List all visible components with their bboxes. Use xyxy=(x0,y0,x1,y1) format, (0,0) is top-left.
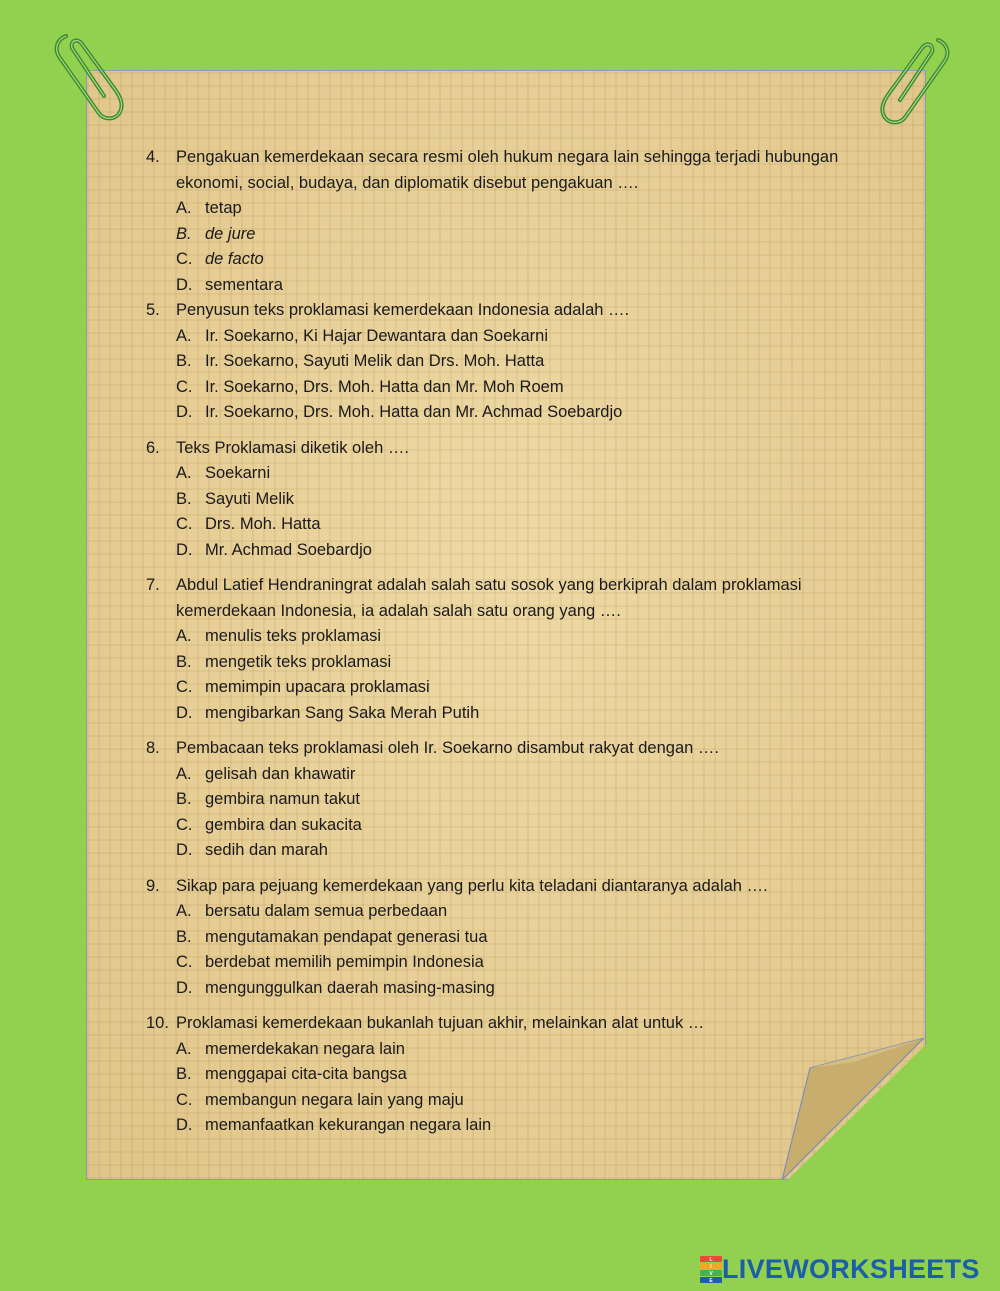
option-letter: B. xyxy=(176,352,192,370)
option-letter: D. xyxy=(176,540,193,559)
question-number: 4. xyxy=(146,148,160,166)
answer-option[interactable] xyxy=(176,838,906,864)
question-number: 10. xyxy=(146,1014,169,1032)
option-text: gembira namun takut xyxy=(205,790,361,808)
option-text: memanfaatkan kekurangan negara lain xyxy=(205,1116,492,1134)
question-text: Proklamasi kemerdekaan bukanlah tujuan akhir, melainkan alat untuk … xyxy=(176,1014,705,1032)
question-number: 9. xyxy=(146,876,160,895)
option-text: mengunggulkan daerah masing-masing xyxy=(205,978,495,997)
answer-option[interactable] xyxy=(176,1088,906,1114)
option-letter: C. xyxy=(176,953,193,971)
svg-text:V: V xyxy=(709,1270,713,1277)
question-text: Teks Proklamasi diketik oleh …. xyxy=(176,438,409,457)
option-text: Drs. Moh. Hatta xyxy=(205,515,321,533)
answer-option[interactable] xyxy=(176,701,906,727)
option-text: Ir. Soekarno, Drs. Moh. Hatta dan Mr. Achmad Soebardjo xyxy=(205,403,623,421)
option-text: gelisah dan khawatir xyxy=(205,764,356,783)
answer-option[interactable] xyxy=(176,196,906,222)
option-letter: C. xyxy=(176,250,193,268)
answer-option[interactable] xyxy=(176,762,906,788)
question-number: 5. xyxy=(146,301,160,319)
brand-logo xyxy=(700,1254,980,1285)
brand-name: LIVEWORKSHEETS xyxy=(722,1254,980,1284)
option-letter: A. xyxy=(176,627,192,645)
question xyxy=(146,573,906,726)
option-text: memimpin upacara proklamasi xyxy=(205,678,430,696)
option-text: sementara xyxy=(205,275,283,294)
answer-option[interactable] xyxy=(176,899,906,925)
option-text: Mr. Achmad Soebardjo xyxy=(205,540,372,559)
option-text: Ir. Soekarno, Sayuti Melik dan Drs. Moh. Hatta xyxy=(205,352,545,370)
paperclip-right-icon xyxy=(872,30,954,132)
option-text: mengetik teks proklamasi xyxy=(205,652,392,671)
answer-option[interactable] xyxy=(176,925,906,951)
option-letter: D. xyxy=(176,275,193,294)
option-text: Sayuti Melik xyxy=(205,489,294,508)
option-text: membangun negara lain yang maju xyxy=(205,1090,464,1109)
option-letter: D. xyxy=(176,841,193,859)
answer-option[interactable] xyxy=(176,1062,906,1088)
answer-option[interactable] xyxy=(176,247,906,273)
answer-option[interactable] xyxy=(176,512,906,538)
question xyxy=(146,1011,906,1139)
question-list xyxy=(146,145,906,1139)
option-letter: C. xyxy=(176,815,193,834)
option-text: Ir. Soekarno, Drs. Moh. Hatta dan Mr. Moh Roem xyxy=(205,377,564,396)
option-letter: C. xyxy=(176,377,193,396)
answer-option[interactable] xyxy=(176,624,906,650)
option-text: menggapai cita-cita bangsa xyxy=(205,1065,407,1083)
option-text: menulis teks proklamasi xyxy=(205,627,382,645)
option-letter: C. xyxy=(176,515,193,533)
option-letter: B. xyxy=(176,1065,192,1083)
option-text: Soekarni xyxy=(205,464,271,482)
question-text: Sikap para pejuang kemerdekaan yang perlu kita teladani diantaranya adalah …. xyxy=(176,876,768,895)
option-letter: D. xyxy=(176,403,193,421)
question xyxy=(146,874,906,1002)
option-text: Ir. Soekarno, Ki Hajar Dewantara dan Soekarni xyxy=(205,326,549,345)
option-letter: D. xyxy=(176,703,193,722)
answer-option[interactable] xyxy=(176,650,906,676)
liveworksheets-logo-icon xyxy=(700,1256,722,1284)
answer-option[interactable] xyxy=(176,1037,906,1063)
option-text: berdebat memilih pemimpin Indonesia xyxy=(205,953,484,971)
answer-option[interactable] xyxy=(176,461,906,487)
answer-option[interactable] xyxy=(176,324,906,350)
option-letter: A. xyxy=(176,1039,192,1058)
option-text: bersatu dalam semua perbedaan xyxy=(205,902,448,920)
answer-option[interactable] xyxy=(176,375,906,401)
option-letter: D. xyxy=(176,1116,193,1134)
answer-option[interactable] xyxy=(176,1113,906,1139)
option-letter: D. xyxy=(176,978,193,997)
option-letter: C. xyxy=(176,678,193,696)
answer-option[interactable] xyxy=(176,950,906,976)
question-text: Pembacaan teks proklamasi oleh Ir. Soekarno disambut rakyat dengan …. xyxy=(176,739,719,757)
svg-text:I: I xyxy=(710,1263,712,1270)
question-text: Abdul Latief Hendraningrat adalah salah satu sosok yang berkiprah dalam proklamasi kemerdekaan Indonesia, ia adalah salah satu orang yang …. xyxy=(176,576,802,620)
option-text: tetap xyxy=(205,199,242,217)
option-letter: B. xyxy=(176,489,192,508)
option-text: gembira dan sukacita xyxy=(205,815,362,834)
option-letter: A. xyxy=(176,764,192,783)
option-text: sedih dan marah xyxy=(205,841,328,859)
option-letter: B. xyxy=(176,927,192,946)
option-text: mengutamakan pendapat generasi tua xyxy=(205,927,488,946)
question-number: 6. xyxy=(146,438,160,457)
answer-option[interactable] xyxy=(176,349,906,375)
answer-option[interactable] xyxy=(176,222,906,248)
question-number: 7. xyxy=(146,576,160,594)
option-text: de facto xyxy=(205,250,264,268)
answer-option[interactable] xyxy=(176,487,906,513)
option-letter: A. xyxy=(176,326,192,345)
answer-option[interactable] xyxy=(176,813,906,839)
option-text: memerdekakan negara lain xyxy=(205,1039,405,1058)
option-letter: A. xyxy=(176,199,192,217)
question xyxy=(146,436,906,564)
option-letter: A. xyxy=(176,902,192,920)
question-text: Penyusun teks proklamasi kemerdekaan Indonesia adalah …. xyxy=(176,301,630,319)
answer-option[interactable] xyxy=(176,787,906,813)
option-letter: B. xyxy=(176,790,192,808)
option-text: de jure xyxy=(205,224,256,243)
answer-option[interactable] xyxy=(176,976,906,1002)
answer-option[interactable] xyxy=(176,675,906,701)
svg-text:L: L xyxy=(709,1256,713,1263)
option-letter: B. xyxy=(176,224,192,243)
svg-text:E: E xyxy=(709,1277,713,1284)
option-text: mengibarkan Sang Saka Merah Putih xyxy=(205,703,480,722)
question xyxy=(146,298,906,426)
question-number: 8. xyxy=(146,739,160,757)
question-text: Pengakuan kemerdekaan secara resmi oleh hukum negara lain sehingga terjadi hubungan ekonomi, social, budaya, dan diplomatik disebut pengakuan …. xyxy=(176,148,839,192)
option-letter: B. xyxy=(176,652,192,671)
option-letter: C. xyxy=(176,1090,193,1109)
question xyxy=(146,736,906,864)
answer-option[interactable] xyxy=(176,273,906,299)
paperclip-left-icon xyxy=(48,26,128,126)
option-letter: A. xyxy=(176,464,192,482)
question xyxy=(146,145,906,298)
answer-option[interactable] xyxy=(176,400,906,426)
answer-option[interactable] xyxy=(176,538,906,564)
